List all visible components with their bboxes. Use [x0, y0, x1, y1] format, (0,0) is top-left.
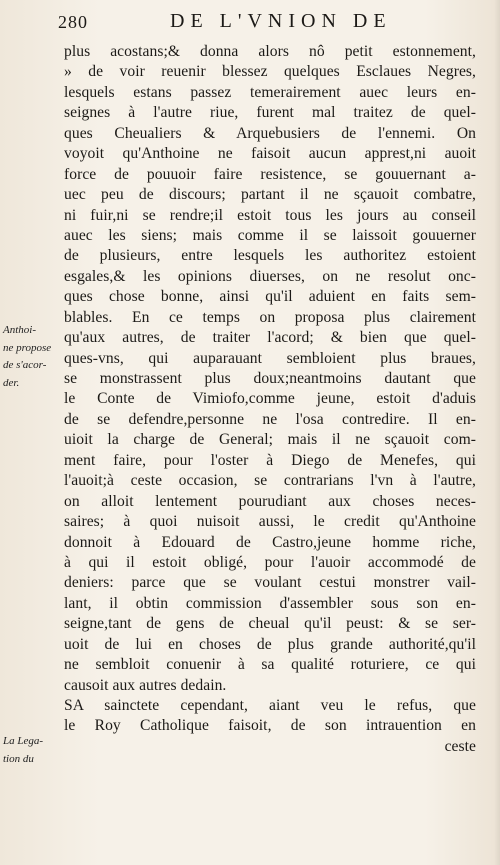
text-line: deniers: parce que se voulant cestui monstrer vail- — [64, 574, 476, 592]
margin-note-anthoine — [3, 322, 51, 392]
text-line: seigne,tant de gens de cheual qu'il peust: & se ser- — [64, 615, 476, 633]
text-line: le Roy Catholique faisoit, de son intrauention en — [64, 717, 476, 735]
page-number: 280 — [58, 12, 88, 32]
margin-note-line: La Lega- — [3, 735, 44, 747]
text-line: ques Cheualiers & Arquebusiers de l'ennemi. On — [64, 124, 476, 142]
text-line: SA sainctete cependant, aiant veu le refus, que — [64, 697, 476, 714]
text-line: esgales,& les opinions diuerses, on ne resolut onc- — [64, 267, 476, 285]
text-line: ment faire, pour l'oster à Diego de Menefes, qui — [64, 451, 476, 469]
text-line: qu'aux autres, de traiter l'acord; & bien que quel- — [64, 329, 476, 347]
text-line: on alloit lentement pourudiant aux choses neces- — [64, 492, 476, 510]
text-line: donnoit à Edouard de Castro,jeune homme riche, — [64, 533, 476, 551]
text-line: lant, il obtin commission d'assembler sous son en- — [64, 594, 476, 612]
margin-note-line: tion du — [3, 752, 34, 765]
text-line: blables. En ce temps on proposa plus clairement — [64, 308, 476, 326]
page-gutter-shadow — [494, 0, 500, 865]
text-line: ques chose bonne, ainsi qu'il aduient en faits sem- — [64, 288, 476, 306]
text-line: à qui il estoit obligé, pour l'auoir accommodé de — [64, 553, 476, 571]
text-line: uec peu de discours; partant il ne sçauoit combatre, — [64, 186, 476, 204]
text-line: de plusieurs, entre lesquels les authoritez estoient — [64, 247, 476, 265]
text-line: uoit de lui en choses de plus grande authorité,qu'il — [64, 635, 476, 653]
text-line: » de voir reuenir blessez quelques Esclaues Negres, — [64, 63, 476, 81]
text-line: causoit aux autres dedain. — [64, 676, 227, 694]
page-header — [58, 8, 488, 34]
text-line: force de pouuoir faire resistence, se gouuernant a- — [64, 165, 476, 183]
text-line: auec les siens; mais comme il se laissoit gouuerner — [64, 226, 476, 244]
margin-note-line: Anthoi- — [3, 324, 36, 336]
text-line: ques-vns, qui auparauant sembloient plus braues, — [64, 349, 476, 367]
margin-note-line: ne propose — [3, 341, 52, 354]
text-line: voyoit qu'Anthoine ne faisoit aucun apprest,ni auoit — [64, 145, 476, 163]
text-line: se monstrassent plus doux;neantmoins dautant que — [64, 370, 476, 387]
running-title: DE L'VNION DE — [170, 10, 392, 32]
text-line: l'auoit;à ceste occasion, se contrarians l'vn à l'autre, — [64, 472, 476, 490]
text-line: le Conte de Vimiofo,comme jeune, estoit d'aduis — [64, 390, 476, 408]
margin-note-legation — [3, 733, 43, 768]
text-line: plus acostans;& donna alors nô petit estonnement, — [64, 43, 476, 60]
text-line: ne sembloit conuenir à sa qualité roturiere, ce qui — [64, 656, 476, 674]
body-text — [64, 42, 476, 757]
text-line: de se defendre,personne ne l'osa contredire. Il en- — [64, 410, 476, 428]
margin-note-line: de s'acor- — [3, 359, 47, 371]
text-line: uioit la charge de General; mais il ne sçauoit com- — [64, 431, 476, 449]
margin-note-line: der. — [3, 376, 20, 389]
catchword: ceste — [444, 737, 476, 755]
text-line: saires; à quoi nuisoit aussi, le credit qu'Anthoine — [64, 513, 476, 531]
text-line: seignes à l'autre riue, furent mal traitez de quel- — [64, 104, 476, 122]
text-line: ni fuir,ni se rendre;il estoit tous les jours au conseil — [64, 206, 476, 224]
text-line: lesquels estans passez temerairement auec leurs en- — [64, 83, 476, 101]
